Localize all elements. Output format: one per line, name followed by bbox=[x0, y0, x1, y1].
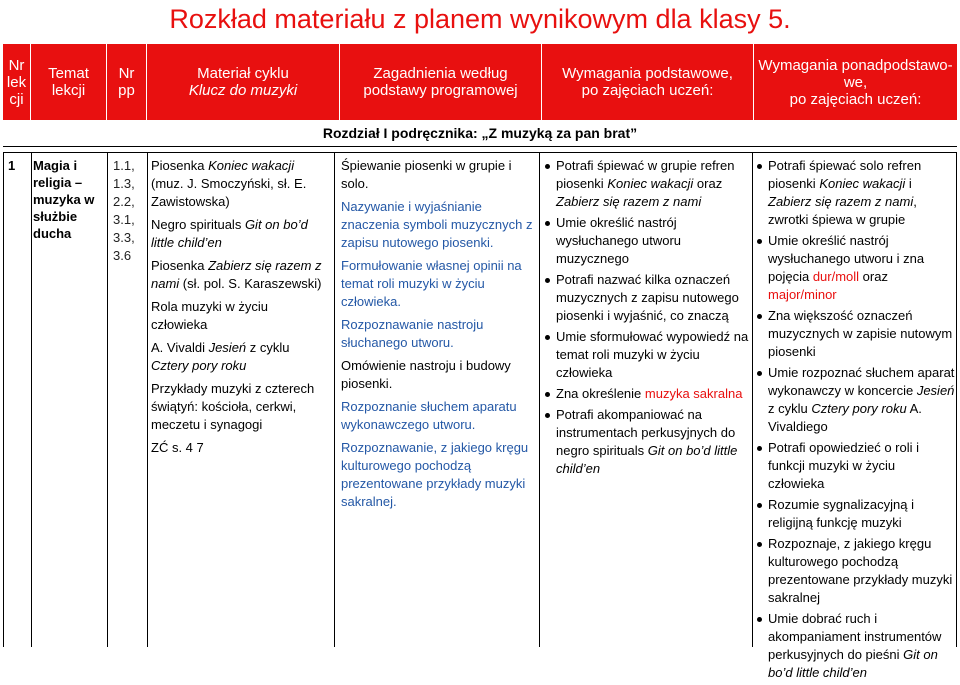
col-divider bbox=[334, 152, 335, 647]
lesson-pp-codes: 1.1, 1.3, 2.2, 3.1, 3.3, 3.6 bbox=[113, 157, 141, 265]
header-zagadnienia: Zagadnienia według podstawy programowej bbox=[340, 44, 542, 120]
zagadnienie-item: Nazywanie i wyjaśnianie znaczenia symboli muzycznych z zapisu nutowego piosenki. bbox=[341, 198, 533, 252]
header-nr-pp: Nr pp bbox=[107, 44, 147, 120]
list-item: Potrafi akompaniować na instrumentach perkusyjnych do negro spirituals Git on bo’d little child’en bbox=[545, 406, 750, 478]
col-divider bbox=[147, 152, 148, 647]
zagadnienie-item: Rozpoznanie słuchem aparatu wykonawczego utworu. bbox=[341, 398, 533, 434]
list-item: Zna określenie muzyka sakralna bbox=[545, 385, 750, 403]
zagadnienie-item: Formułowanie własnej opinii na temat roli muzyki w życiu człowieka. bbox=[341, 257, 533, 311]
list-item: Rozpoznaje, z jakiego kręgu kulturowego pochodzą prezentowane przykłady muzyki sakralnej bbox=[757, 535, 955, 607]
zagadnienie-item: Rozpoznawanie, z jakiego kręgu kulturowego pochodzą prezentowane przykłady muzyki sakralnej. bbox=[341, 439, 533, 511]
header-material-label: Materiał cyklu bbox=[197, 65, 289, 82]
material-cell bbox=[151, 157, 326, 462]
list-item: Umie sformułować wypowiedź na temat roli muzyki w życiu człowieka bbox=[545, 328, 750, 382]
list-item: Zna większość oznaczeń muzycznych w zapisie nutowym piosenki bbox=[757, 307, 955, 361]
podstawowe-cell bbox=[545, 157, 750, 481]
list-item: Potrafi śpiewać solo refren piosenki Koniec wakacji i Zabierz się razem z nami, zwrotki śpiewa w grupie bbox=[757, 157, 955, 229]
list-item: Umie określić nastrój wysłuchanego utworu i zna pojęcia dur/moll oraz major/minor bbox=[757, 232, 955, 304]
list-item: Potrafi opowiedzieć o roli i funkcji muzyki w życiu człowieka bbox=[757, 439, 955, 493]
col-divider bbox=[956, 152, 957, 647]
zagadnienia-cell bbox=[341, 157, 533, 516]
zagadnienie-item: Rozpoznawanie nastroju słuchanego utworu. bbox=[341, 316, 533, 352]
list-item: Potrafi nazwać kilka oznaczeń muzycznych z zapisu nutowego piosenki i wyjaśnić, co znaczą bbox=[545, 271, 750, 325]
material-item: Rola muzyki w życiu człowieka bbox=[151, 298, 326, 334]
table-header bbox=[3, 44, 957, 120]
list-item: Umie rozpoznać słuchem aparat wykonawczy w koncercie Jesień z cyklu Cztery pory roku A. Vivaldiego bbox=[757, 364, 955, 436]
header-podstawowe: Wymagania podstawowe, po zajęciach uczeń: bbox=[542, 44, 754, 120]
col-divider bbox=[107, 152, 108, 647]
col-divider bbox=[31, 152, 32, 647]
section-heading: Rozdział I podręcznika: „Z muzyką za pan brat” bbox=[3, 120, 957, 147]
col-divider bbox=[3, 152, 4, 647]
lesson-number: 1 bbox=[8, 157, 30, 175]
header-nr-lekcji: Nr lek cji bbox=[3, 44, 31, 120]
zagadnienie-item: Omówienie nastroju i budowy piosenki. bbox=[341, 357, 533, 393]
list-item: Rozumie sygnalizacyjną i religijną funkcję muzyki bbox=[757, 496, 955, 532]
col-divider bbox=[539, 152, 540, 647]
list-item: Umie określić nastrój wysłuchanego utworu muzycznego bbox=[545, 214, 750, 268]
zagadnienie-item: Śpiewanie piosenki w grupie i solo. bbox=[341, 157, 533, 193]
material-item: Przykłady muzyki z czterech świątyń: kościoła, cerkwi, meczetu i synagogi bbox=[151, 380, 326, 434]
ponadpodstawowe-cell bbox=[757, 157, 955, 685]
col-divider bbox=[752, 152, 753, 647]
header-temat: Temat lekcji bbox=[31, 44, 107, 120]
page-title: Rozkład materiału z planem wynikowym dla klasy 5. bbox=[0, 2, 960, 36]
header-material-sub: Klucz do muzyki bbox=[189, 82, 297, 99]
list-item: Umie dobrać ruch i akompaniament instrumentów perkusyjnych do pieśni Git on bo’d little child’en bbox=[757, 610, 955, 682]
material-item: Piosenka Koniec wakacji (muz. J. Smoczyński, sł. E. Zawistowska) bbox=[151, 157, 326, 211]
header-ponadpodstawowe: Wymagania ponadpodstawo- we, po zajęciach uczeń: bbox=[754, 44, 957, 120]
lesson-topic: Magia i religia – muzyka w służbie ducha bbox=[33, 157, 103, 242]
material-item: ZĆ s. 4 7 bbox=[151, 439, 326, 457]
material-item: A. Vivaldi Jesień z cyklu Cztery pory roku bbox=[151, 339, 326, 375]
material-item: Negro spirituals Git on bo’d little child’en bbox=[151, 216, 326, 252]
list-item: Potrafi śpiewać w grupie refren piosenki Koniec wakacji oraz Zabierz się razem z nami bbox=[545, 157, 750, 211]
header-material bbox=[147, 44, 340, 120]
material-item: Piosenka Zabierz się razem z nami (sł. pol. S. Karaszewski) bbox=[151, 257, 326, 293]
